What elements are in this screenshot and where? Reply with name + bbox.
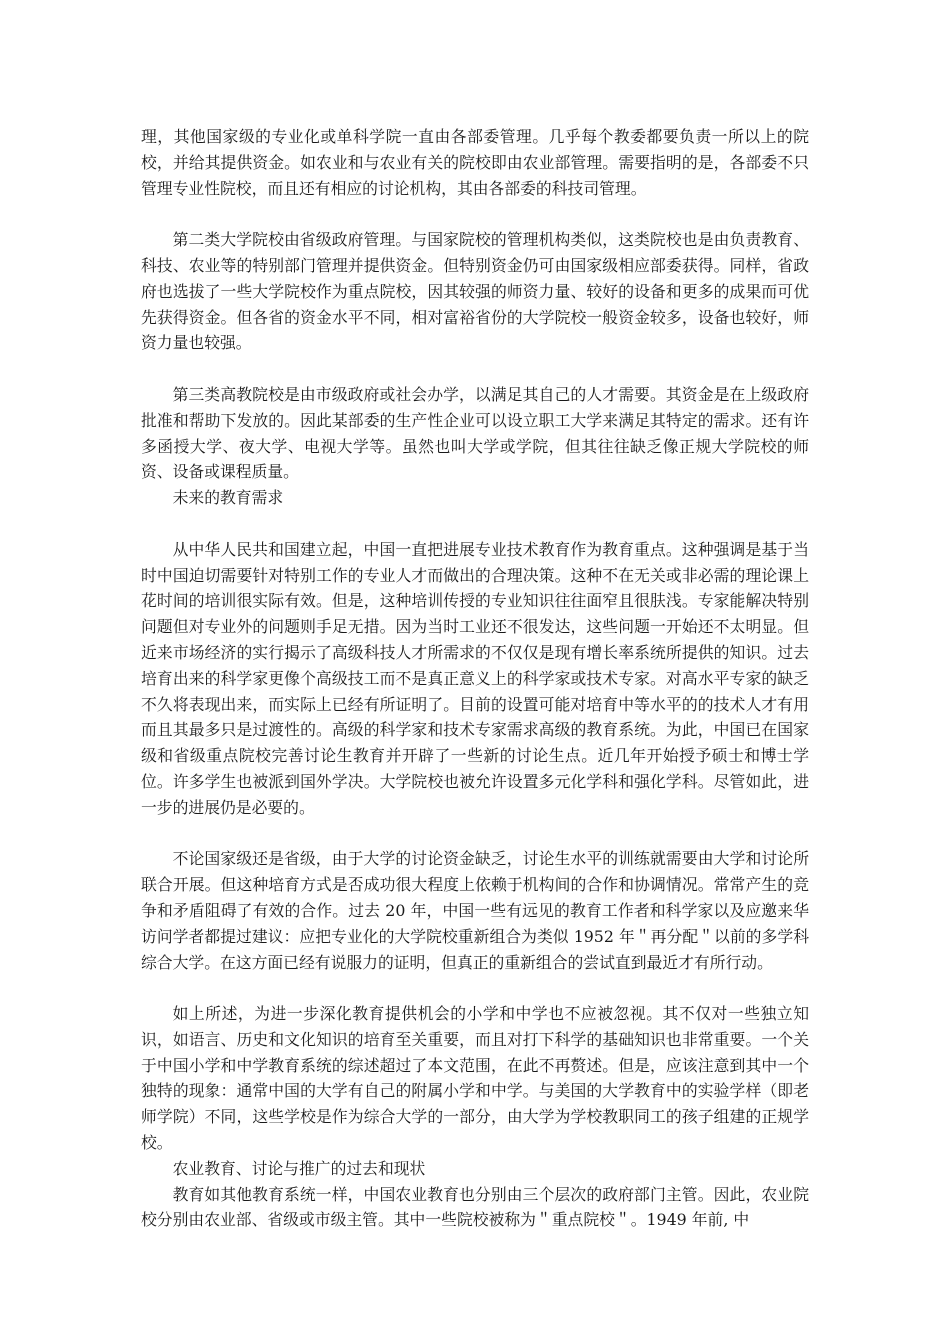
paragraph-graduate-training: 不论国家级还是省级，由于大学的讨论资金缺乏，讨论生水平的训练就需要由大学和讨论所联合开展。但这种培育方式是否成功很大程度上依赖于机构间的合作和协调情况。常常产生的竞争和矛盾阻碍了有效的合作。过去 20 年，中国一些有远见的教育工作者和科学家以及应邀来华访问学者都提过建议：应把专业化的大学院校重新组合为类似 1952 年＂再分配＂以前的多学科综合大学。在这方面已经有说服力的证明，但真正的重新组合的尝试直到最近才有所行动。: [141, 849, 809, 972]
paragraph-municipal-institutions: 第三类高教院校是由市级政府或社会办学，以满足其自己的人才需要。其资金是在上级政府批准和帮助下发放的。因此某部委的生产性企业可以设立职工大学来满足其特定的需求。还有许多函授大学、夜大学、电视大学等。虽然也叫大学或学院，但其往往缺乏像正规大学院校的师资、设备或课程质量。: [141, 384, 809, 482]
paragraph-primary-secondary: 如上所述，为进一步深化教育提供机会的小学和中学也不应被忽视。其不仅对一些独立知识，如语言、历史和文化知识的培育至关重要，而且对打下科学的基础知识也非常重要。一个关于中国小学和中学教育系统的综述超过了本文范围，在此不再赘述。但是，应该注意到其中一个独特的现象：通常中国的大学有自己的附属小学和中学。与美国的大学教育中的实验学样（即老师学院）不同，这些学校是作为综合大学的一部分，由大学为学校教职同工的孩子组建的正规学校。: [141, 1004, 809, 1153]
section-heading-future-needs: 未来的教育需求: [172, 488, 284, 508]
paragraph-gap: [141, 821, 809, 847]
paragraph-gap: [141, 975, 809, 1001]
paragraph-professional-education: 从中华人民共和国建立起，中国一直把进展专业技术教育作为教育重点。这种强调是基于当时中国迫切需要针对特别工作的专业人才而做出的合理决策。这种不在无关或非必需的理论课上花时间的培训很实际有效。但是，这种培训传授的专业知识往往面窄且很肤浅。专家能解决特别问题但对专业外的问题则手足无措。因为当时工业还不很发达，这些问题一开始还不太明显。但近来市场经济的实行揭示了高级科技人才所需求的不仅仅是现有增长率系统所提供的知识。过去培育出来的科学家更像个高级技工而不是真正意义上的科学家或技术专家。对高水平专家的缺乏不久将表现出来，而实际上已经有所证明了。目前的设置可能对培育中等水平的的技术人才有用而且其最多只是过渡性的。高级的科学家和技术专家需求高级的教育系统。为此，中国已在国家级和省级重点院校完善讨论生教育并开辟了一些新的讨论生点。近几年开始授予硕士和博士学位。许多学生也被派到国外学决。大学院校也被允许设置多元化学科和强化学科。尽管如此，进一步的进展仍是必要的。: [141, 539, 809, 817]
paragraph-gap: [141, 201, 809, 227]
section-heading-agricultural-education: 农业教育、讨论与推广的过去和现状: [172, 1158, 426, 1178]
paragraph-provincial-institutions: 第二类大学院校由省级政府管理。与国家院校的管理机构类似，这类院校也是由负责教育、科技、农业等的特别部门管理并提供资金。但特别资金仍可由国家级相应部委获得。同样，省政府也选拔了一些大学院校作为重点院校，因其较强的师资力量、较好的设备和更多的成果而可优先获得资金。但各省的资金水平不同，相对富裕省份的大学院校一般资金较多，设备也较好，师资力量也较强。: [141, 230, 809, 353]
paragraph-agricultural-system: 教育如其他教育系统一样，中国农业教育也分别由三个层次的政府部门主管。因此，农业院校分别由农业部、省级或市级主管。其中一些院校被称为＂重点院校＂。1949 年前, 中: [141, 1184, 809, 1230]
paragraph-gap: [141, 511, 809, 537]
paragraph-gap: [141, 356, 809, 382]
paragraph-continuation: 理，其他国家级的专业化或单科学院一直由各部委管理。几乎每个教委都要负责一所以上的院校，并给其提供资金。如农业和与农业有关的院校即由农业部管理。需要指明的是，各部委不只管理专业性院校，而且还有相应的讨论机构，其由各部委的科技司管理。: [141, 127, 809, 198]
document-body: [141, 124, 809, 1233]
